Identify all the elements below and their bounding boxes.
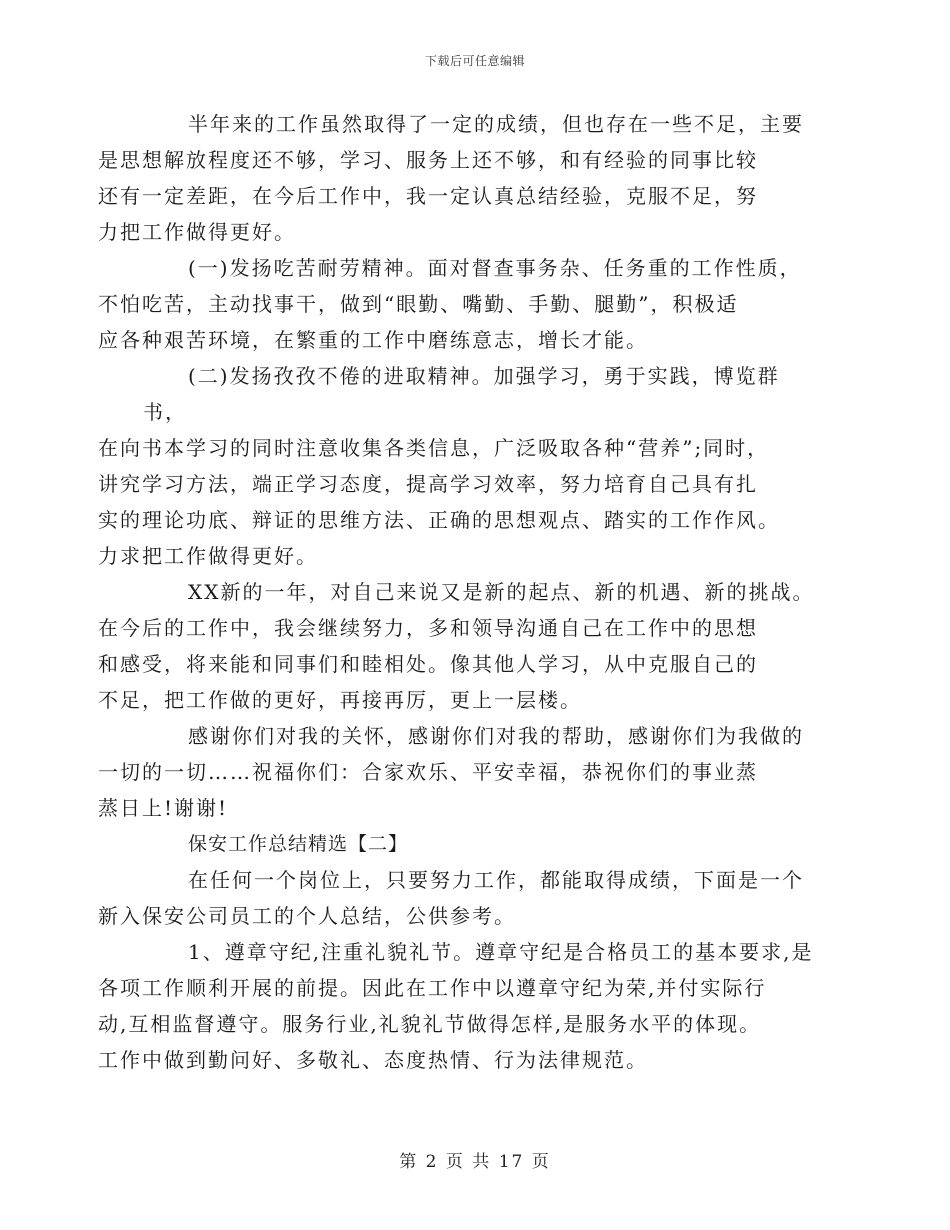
text-line: 不怕吃苦，主动找事干，做到“眼勤、嘴勤、手勤、腿勤”，积极适 (98, 292, 739, 316)
page-header-note: 下载后可任意编辑 (424, 54, 525, 68)
text-line: 力求把工作做得更好。 (98, 544, 318, 568)
text-line: (一)发扬吃苦耐劳精神。面对督查事务杂、任务重的工作性质， (188, 256, 802, 280)
text-line: 半年来的工作虽然取得了一定的成绩，但也存在一些不足，主要 (188, 112, 804, 136)
text-line: 一切的一切……祝福你们：合家欢乐、平安幸福，恭祝你们的事业蒸 (98, 760, 758, 784)
text-line: 力把工作做得更好。 (98, 220, 296, 244)
paragraph-thanks (98, 718, 823, 826)
text-line: 还有一定差距，在今后工作中，我一定认真总结经验，克服不足，努 (98, 184, 758, 208)
text-line: 是思想解放程度还不够，学习、服务上还不够，和有经验的同事比较 (98, 148, 758, 172)
paragraph-point-two (98, 358, 823, 574)
text-line: 在任何一个岗位上，只要努力工作，都能取得成绩，下面是一个 (188, 868, 804, 892)
page-number: 第 2 页 共 17 页 (399, 1152, 551, 1172)
paragraph-rule-one (98, 934, 823, 1078)
text-line: 在向书本学习的同时注意收集各类信息，广泛吸取各种“营养”;同时， (98, 436, 770, 460)
paragraph-intro (98, 862, 823, 934)
text-line: 讲究学习方法，端正学习态度，提高学习效率，努力培育自己具有扎 (98, 472, 758, 496)
text-line: XX新的一年，对自己来说又是新的起点、新的机遇、新的挑战。 (188, 580, 815, 604)
text-line: 新入保安公司员工的个人总结，公供参考。 (98, 904, 516, 928)
paragraph-new-year (98, 574, 823, 718)
text-line: 工作中做到勤问好、多敬礼、态度热情、行为法律规范。 (98, 1048, 648, 1072)
text-line: 不足，把工作做的更好，再接再厉，更上一层楼。 (98, 688, 582, 712)
text-line: 蒸日上!谢谢! (98, 796, 229, 820)
text-line: 和感受，将来能和同事们和睦相处。像其他人学习，从中克服自己的 (98, 652, 758, 676)
document-body (98, 106, 823, 1078)
text-line: 动,互相监督遵守。服务行业,礼貌礼节做得怎样,是服务水平的体现。 (98, 1012, 762, 1036)
section-title: 保安工作总结精选【二】 (188, 833, 409, 855)
text-line: 1、遵章守纪,注重礼貌礼节。遵章守纪是合格员工的基本要求,是 (188, 940, 814, 964)
text-line: (二)发扬孜孜不倦的进取精神。加强学习，勇于实践，博览群书， (143, 364, 780, 424)
text-line: 在今后的工作中，我会继续努力，多和领导沟通自己在工作中的思想 (98, 616, 758, 640)
paragraph-point-one (98, 250, 823, 358)
text-line: 实的理论功底、辩证的思维方法、正确的思想观点、踏实的工作作风。 (98, 508, 780, 532)
paragraph-summary (98, 106, 823, 250)
text-line: 各项工作顺利开展的前提。因此在工作中以遵章守纪为荣,并付实际行 (98, 976, 767, 1000)
text-line: 应各种艰苦环境，在繁重的工作中磨练意志，增长才能。 (98, 328, 648, 352)
text-line: 感谢你们对我的关怀，感谢你们对我的帮助，感谢你们为我做的 (188, 724, 804, 748)
